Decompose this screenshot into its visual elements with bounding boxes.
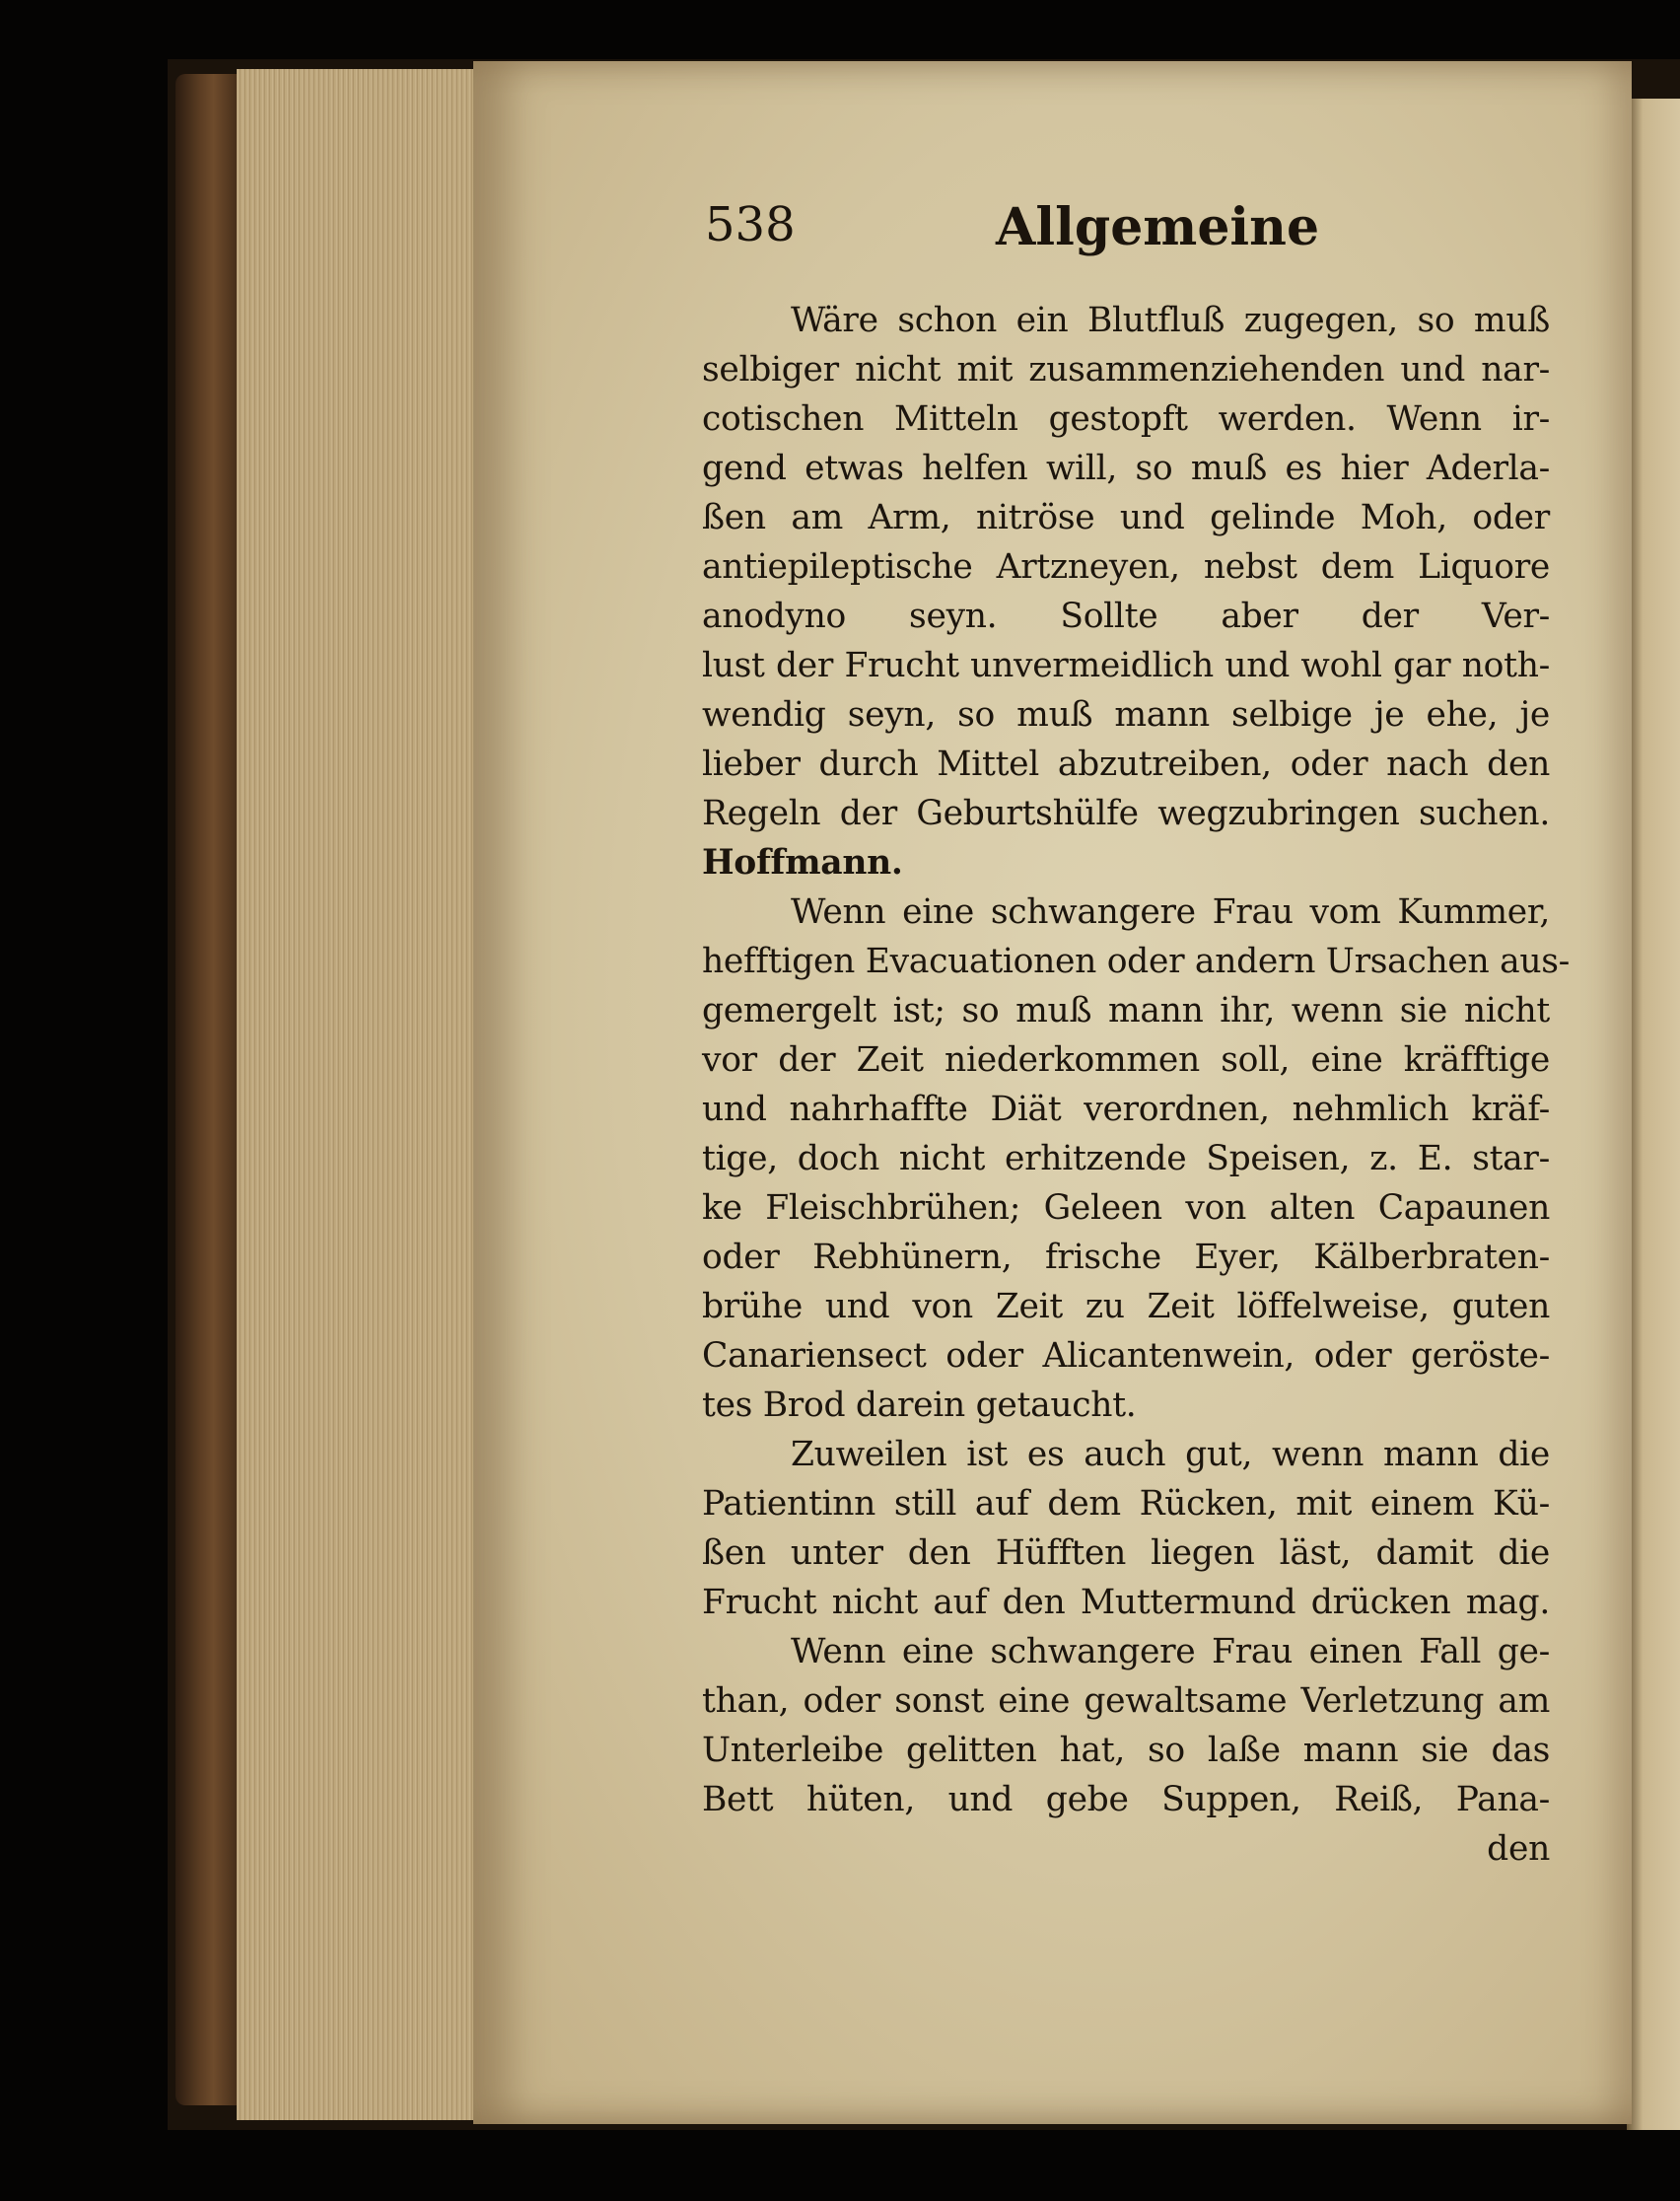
author-signature: Hoffmann. (702, 843, 903, 883)
text-line: cotischen Mitteln gestopft werden. Wenn ir- (702, 399, 1550, 439)
text-line: Unterleibe gelitten hat, so laße mann sie das (702, 1731, 1550, 1770)
text-line: Patientinn still auf dem Rücken, mit einem Kü- (702, 1484, 1550, 1524)
text-line: Regeln der Geburtshülfe wegzubringen suchen. (702, 794, 1550, 833)
book-cover-edge (175, 74, 245, 2105)
page-number: 538 (705, 197, 796, 252)
text-line: ke Fleischbrühen; Geleen von alten Capaunen (702, 1188, 1550, 1228)
text-line: brühe und von Zeit zu Zeit löffelweise, guten (702, 1287, 1550, 1326)
text-line: tige, doch nicht erhitzende Speisen, z. E. star- (702, 1139, 1550, 1178)
text-line: antiepileptische Artzneyen, nebst dem Liquore (702, 547, 1550, 587)
text-line: gend etwas helfen will, so muß es hier Aderla- (702, 449, 1550, 488)
text-line: Canariensect oder Alicantenwein, oder geröste- (702, 1336, 1550, 1376)
text-line: vor der Zeit niederkommen soll, eine kräfftige (702, 1040, 1550, 1080)
text-line: ßen am Arm, nitröse und gelinde Moh, oder (702, 498, 1550, 537)
text-line: Zuweilen ist es auch gut, wenn mann die (791, 1435, 1550, 1474)
text-line: lust der Frucht unvermeidlich und wohl gar noth- (702, 646, 1550, 685)
text-line: Frucht nicht auf den Muttermund drücken mag. (702, 1583, 1550, 1622)
text-line: oder Rebhünern, frische Eyer, Kälberbraten- (702, 1238, 1550, 1277)
text-line: Bett hüten, und gebe Suppen, Reiß, Pana- (702, 1780, 1550, 1819)
running-head: Allgemeine (996, 197, 1320, 257)
facing-page-edge (1627, 99, 1680, 2130)
text-line: gemergelt ist; so muß mann ihr, wenn sie nicht (702, 991, 1550, 1030)
text-line: wendig seyn, so muß mann selbige je ehe, je (702, 695, 1550, 735)
text-line: Wäre schon ein Blutfluß zugegen, so muß (791, 301, 1550, 340)
text-line: und nahrhaffte Diät verordnen, nehmlich kräf- (702, 1090, 1550, 1129)
text-line: anodyno seyn. Sollte aber der Ver- (702, 597, 1550, 636)
text-line: than, oder sonst eine gewaltsame Verletzung am (702, 1681, 1550, 1721)
text-line: ßen unter den Hüfften liegen läst, damit die (702, 1533, 1550, 1573)
catchword: den (1487, 1829, 1550, 1869)
text-line: selbiger nicht mit zusammenziehenden und nar- (702, 350, 1550, 390)
text-line: tes Brod darein getaucht. (702, 1385, 1137, 1425)
text-line: Wenn eine schwangere Frau vom Kummer, (791, 892, 1550, 932)
text-line: lieber durch Mittel abzutreiben, oder nach den (702, 745, 1550, 784)
page-edges (237, 69, 493, 2120)
text-line: hefftigen Evacuationen oder andern Ursachen aus- (702, 942, 1571, 981)
text-line: Wenn eine schwangere Frau einen Fall ge- (791, 1632, 1550, 1671)
page-header (705, 197, 1553, 276)
body-text (702, 296, 1571, 1874)
